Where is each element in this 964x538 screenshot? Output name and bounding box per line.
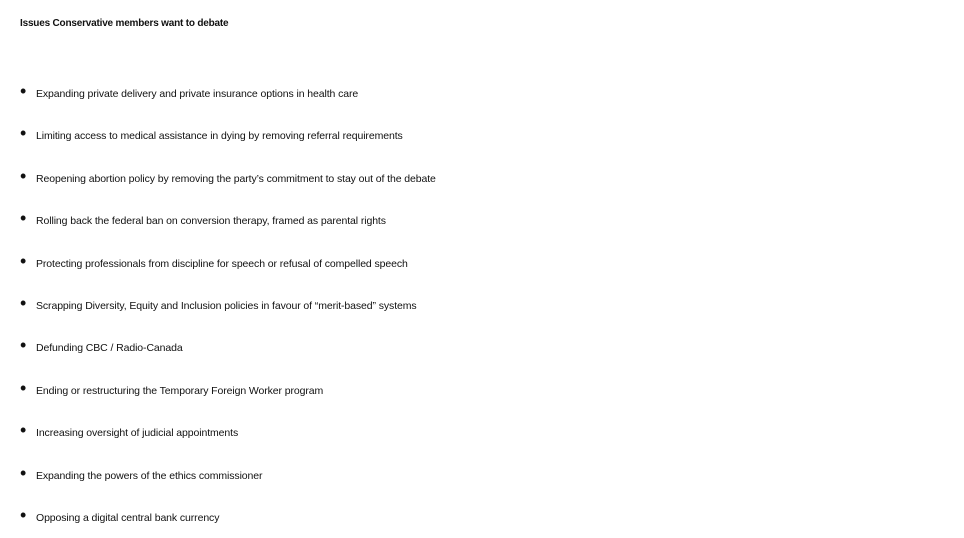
bullet-icon: • [20, 81, 27, 101]
bullet-icon: • [20, 377, 27, 398]
bullet-icon: • [20, 420, 27, 441]
list-item [20, 496, 964, 538]
bullet-icon: • [20, 335, 27, 356]
list-item-text: Opposing a digital central bank currency [36, 512, 220, 525]
list-item [20, 411, 964, 453]
list-item-text: Ending or restructuring the Temporary Foreign Worker program [36, 384, 324, 397]
list-item-text: Expanding private delivery and private insurance options in health care [36, 88, 359, 100]
list-item [20, 454, 964, 496]
list-item [20, 72, 964, 114]
list-item-text: Expanding the powers of the ethics commissioner [36, 469, 263, 482]
list-item [20, 369, 964, 411]
list-item-text: Defunding CBC / Radio-Canada [36, 342, 183, 355]
list-item-text: Limiting access to medical assistance in dying by removing referral requirements [36, 130, 403, 143]
bullet-icon: • [20, 462, 27, 483]
list-item [20, 199, 964, 241]
list-item-text: Reopening abortion policy by removing the party’s commitment to stay out of the debate [36, 172, 436, 185]
bullet-icon: • [20, 165, 27, 186]
list-item [20, 114, 964, 156]
bullet-icon: • [20, 293, 27, 314]
bullet-icon: • [20, 250, 27, 271]
list-item [20, 284, 964, 326]
list-item-text: Protecting professionals from discipline for speech or refusal of compelled speech [36, 257, 408, 270]
bullet-icon: • [20, 208, 27, 229]
list-item [20, 326, 964, 368]
list-item [20, 242, 964, 284]
list-item [20, 157, 964, 199]
page-title: Issues Conservative members want to debate [20, 18, 229, 29]
list-item-text: Rolling back the federal ban on conversion therapy, framed as parental rights [36, 215, 386, 228]
list-item-text: Increasing oversight of judicial appointments [36, 427, 239, 440]
bullet-icon: • [20, 505, 27, 526]
issues-list [20, 72, 964, 538]
bullet-icon: • [20, 123, 27, 144]
list-item-text: Scrapping Diversity, Equity and Inclusion policies in favour of “merit-based” systems [36, 300, 417, 313]
